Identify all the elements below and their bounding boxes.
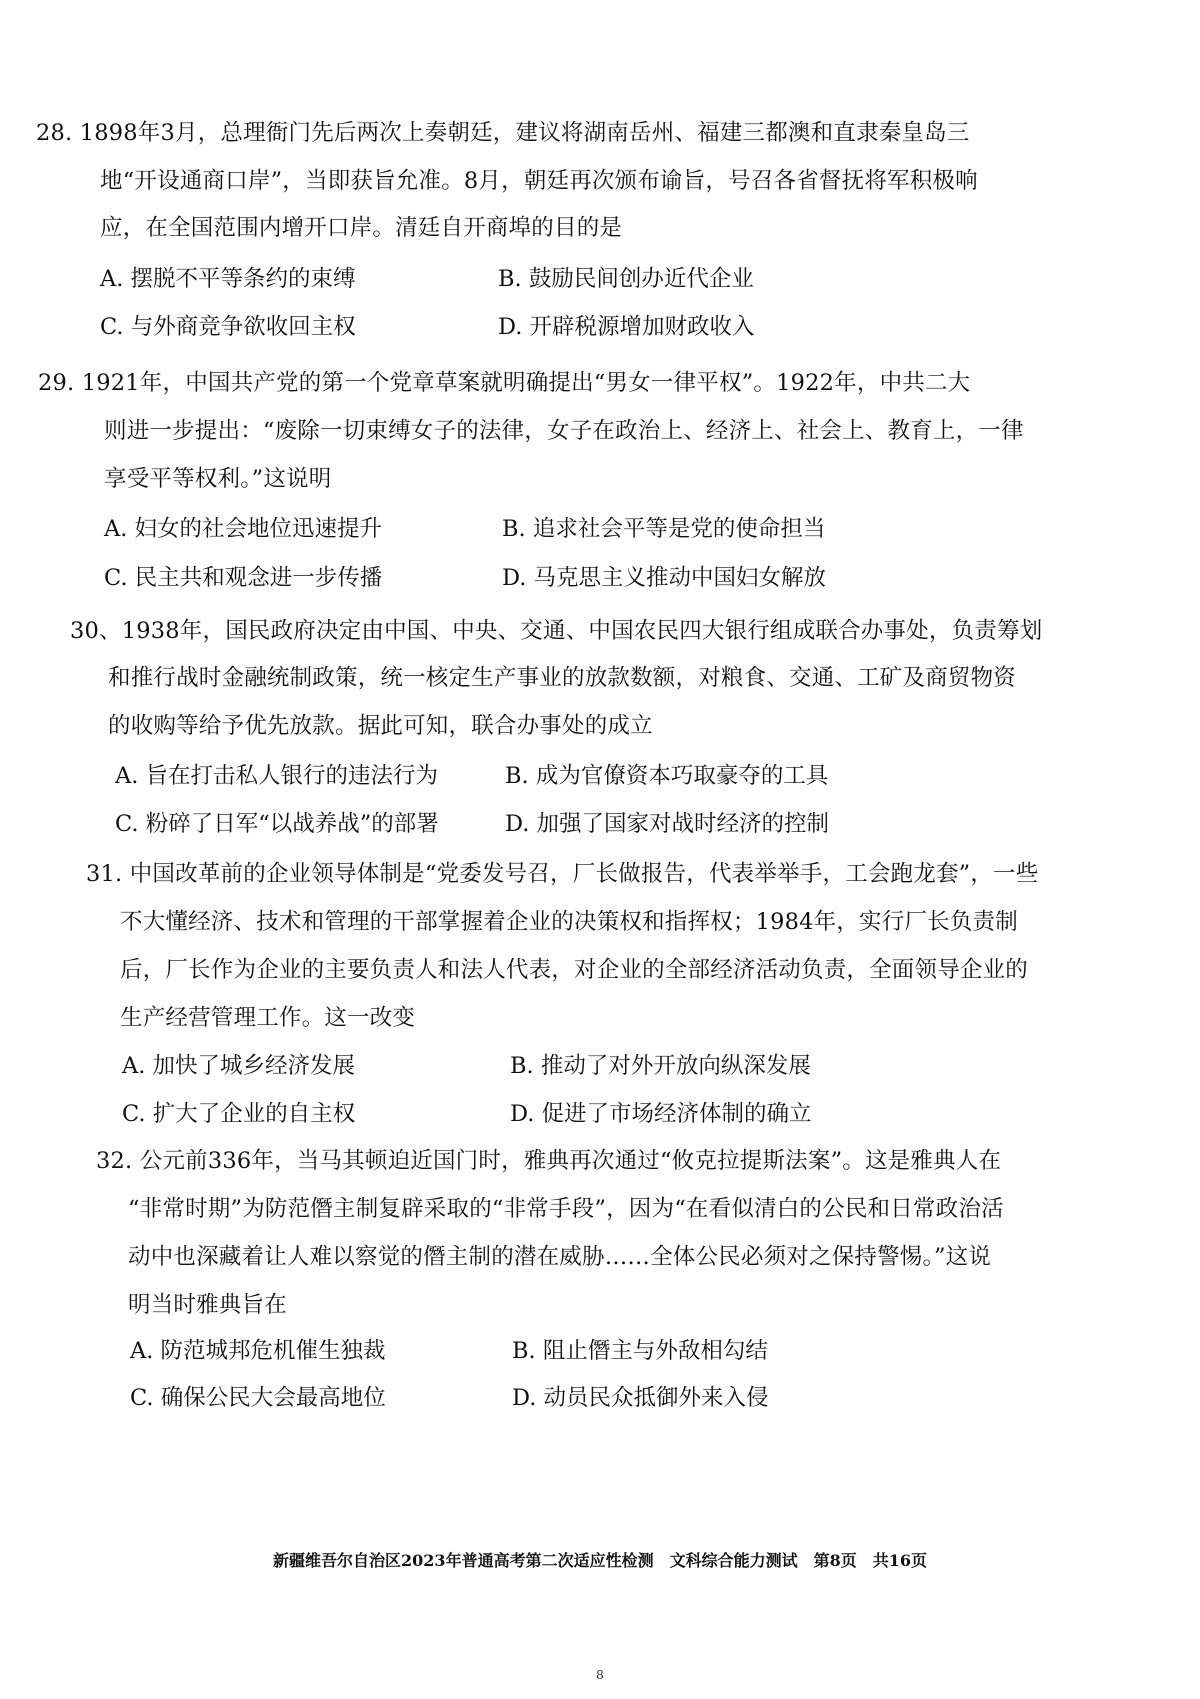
option-a: A. 摆脱不平等条约的束缚 bbox=[100, 266, 356, 292]
option-d: D. 开辟税源增加财政收入 bbox=[498, 314, 755, 340]
option-a: A. 加快了城乡经济发展 bbox=[122, 1053, 356, 1079]
option-d: D. 马克思主义推动中国妇女解放 bbox=[502, 565, 827, 591]
question-line: 的收购等给予优先放款。据此可知，联合办事处的成立 bbox=[108, 713, 653, 739]
option-a: A. 旨在打击私人银行的违法行为 bbox=[115, 763, 439, 789]
option-c: C. 与外商竞争欲收回主权 bbox=[100, 314, 356, 340]
option-a: A. 防范城邦危机催生独裁 bbox=[130, 1338, 386, 1364]
question-line: 30、1938年，国民政府决定由中国、中央、交通、中国农民四大银行组成联合办事处，负责筹划 bbox=[70, 618, 1043, 644]
option-b: B. 推动了对外开放向纵深发展 bbox=[510, 1053, 811, 1079]
page-number: 8 bbox=[596, 1668, 604, 1682]
question-line: 则进一步提出：“废除一切束缚女子的法律，女子在政治上、经济上、社会上、教育上，一律 bbox=[104, 418, 1024, 444]
option-b: B. 成为官僚资本巧取豪夺的工具 bbox=[505, 763, 829, 789]
question-line: 不大懂经济、技术和管理的干部掌握着企业的决策权和指挥权；1984年，实行厂长负责制 bbox=[120, 909, 1018, 935]
question-line: 28. 1898年3月，总理衙门先后两次上奏朝廷，建议将湖南岳州、福建三都澳和直隶秦皇岛三 bbox=[36, 120, 970, 146]
question-line: 生产经营管理工作。这一改变 bbox=[120, 1005, 416, 1031]
option-b: B. 追求社会平等是党的使命担当 bbox=[502, 516, 826, 542]
option-c: C. 民主共和观念进一步传播 bbox=[104, 565, 383, 591]
question-line: 地“开设通商口岸”，当即获旨允准。8月，朝廷再次颁布谕旨，号召各省督抚将军积极响 bbox=[100, 168, 978, 194]
question-line: 后，厂长作为企业的主要负责人和法人代表，对企业的全部经济活动负责，全面领导企业的 bbox=[120, 957, 1029, 983]
option-b: B. 鼓励民间创办近代企业 bbox=[498, 266, 754, 292]
question-line: “非常时期”为防范僭主制复辟采取的“非常手段”，因为“在看似清白的公民和日常政治活 bbox=[128, 1196, 1004, 1222]
question-line: 明当时雅典旨在 bbox=[128, 1292, 287, 1318]
option-d: D. 加强了国家对战时经济的控制 bbox=[505, 811, 830, 837]
question-line: 和推行战时金融统制政策，统一核定生产事业的放款数额，对粮食、交通、工矿及商贸物资 bbox=[108, 665, 1017, 691]
page-footer: 新疆维吾尔自治区2023年普通高考第二次适应性检测 文科综合能力测试 第8页 共16页 bbox=[273, 1551, 927, 1570]
option-d: D. 促进了市场经济体制的确立 bbox=[510, 1101, 812, 1127]
question-line: 应，在全国范围内增开口岸。清廷自开商埠的目的是 bbox=[100, 215, 623, 241]
question-line: 享受平等权利。”这说明 bbox=[104, 466, 332, 492]
option-a: A. 妇女的社会地位迅速提升 bbox=[104, 516, 383, 542]
option-c: C. 粉碎了日军“以战养战”的部署 bbox=[115, 811, 439, 837]
option-c: C. 扩大了企业的自主权 bbox=[122, 1101, 356, 1127]
option-d: D. 动员民众抵御外来入侵 bbox=[512, 1385, 769, 1411]
option-c: C. 确保公民大会最高地位 bbox=[130, 1385, 386, 1411]
question-line: 32. 公元前336年，当马其顿迫近国门时，雅典再次通过“攸克拉提斯法案”。这是雅典人在 bbox=[96, 1148, 1002, 1174]
question-line: 29. 1921年，中国共产党的第一个党章草案就明确提出“男女一律平权”。1922年，中共二大 bbox=[38, 370, 971, 396]
option-b: B. 阻止僭主与外敌相勾结 bbox=[512, 1338, 768, 1364]
question-line: 动中也深藏着让人难以察觉的僭主制的潜在威胁……全体公民必须对之保持警惕。”这说 bbox=[128, 1244, 992, 1270]
question-line: 31. 中国改革前的企业领导体制是“党委发号召，厂长做报告，代表举举手，工会跑龙套”，一些 bbox=[86, 861, 1039, 887]
